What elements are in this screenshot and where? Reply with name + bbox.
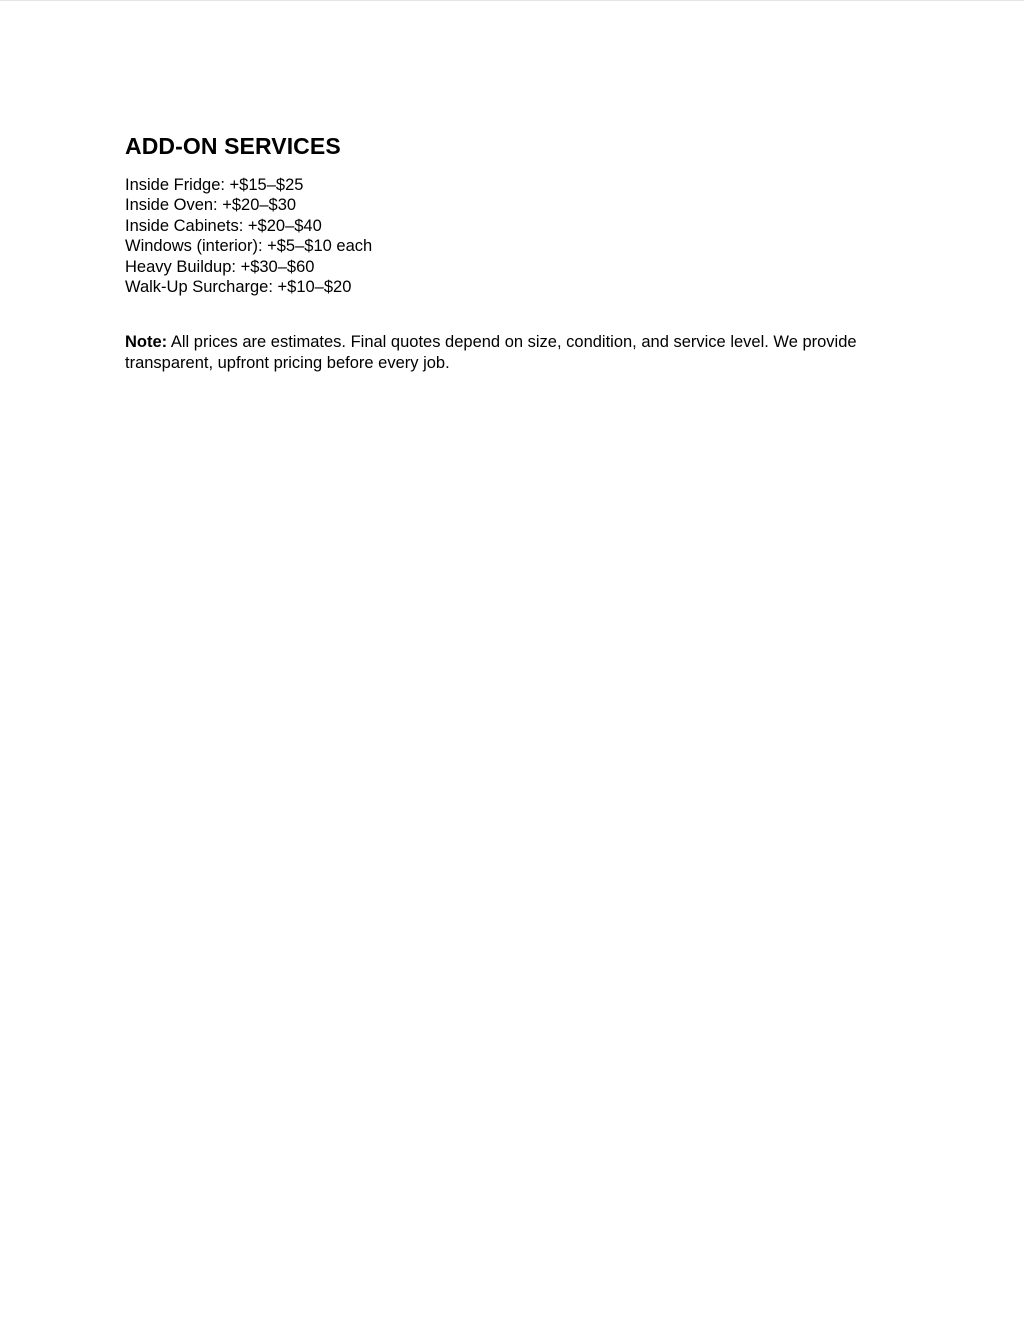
list-item: Inside Oven: +$20–$30 — [125, 196, 297, 215]
document-page — [125, 130, 905, 374]
page-top-edge — [0, 0, 1024, 1]
note-label: Note: — [125, 333, 168, 352]
add-on-services-list — [125, 175, 905, 297]
list-item: Inside Cabinets: +$20–$40 — [125, 216, 322, 235]
note-text: All prices are estimates. Final quotes depend on size, condition, and service level. We provide transparent, upfront pricing before every job. — [125, 333, 857, 373]
list-item: Inside Fridge: +$15–$25 — [125, 176, 304, 194]
list-item: Walk-Up Surcharge: +$10–$20 — [125, 278, 352, 297]
page-title: ADD-ON SERVICES — [125, 133, 341, 159]
list-item: Windows (interior): +$5–$10 each — [125, 237, 373, 256]
pricing-note — [125, 332, 905, 373]
list-item: Heavy Buildup: +$30–$60 — [125, 257, 315, 276]
